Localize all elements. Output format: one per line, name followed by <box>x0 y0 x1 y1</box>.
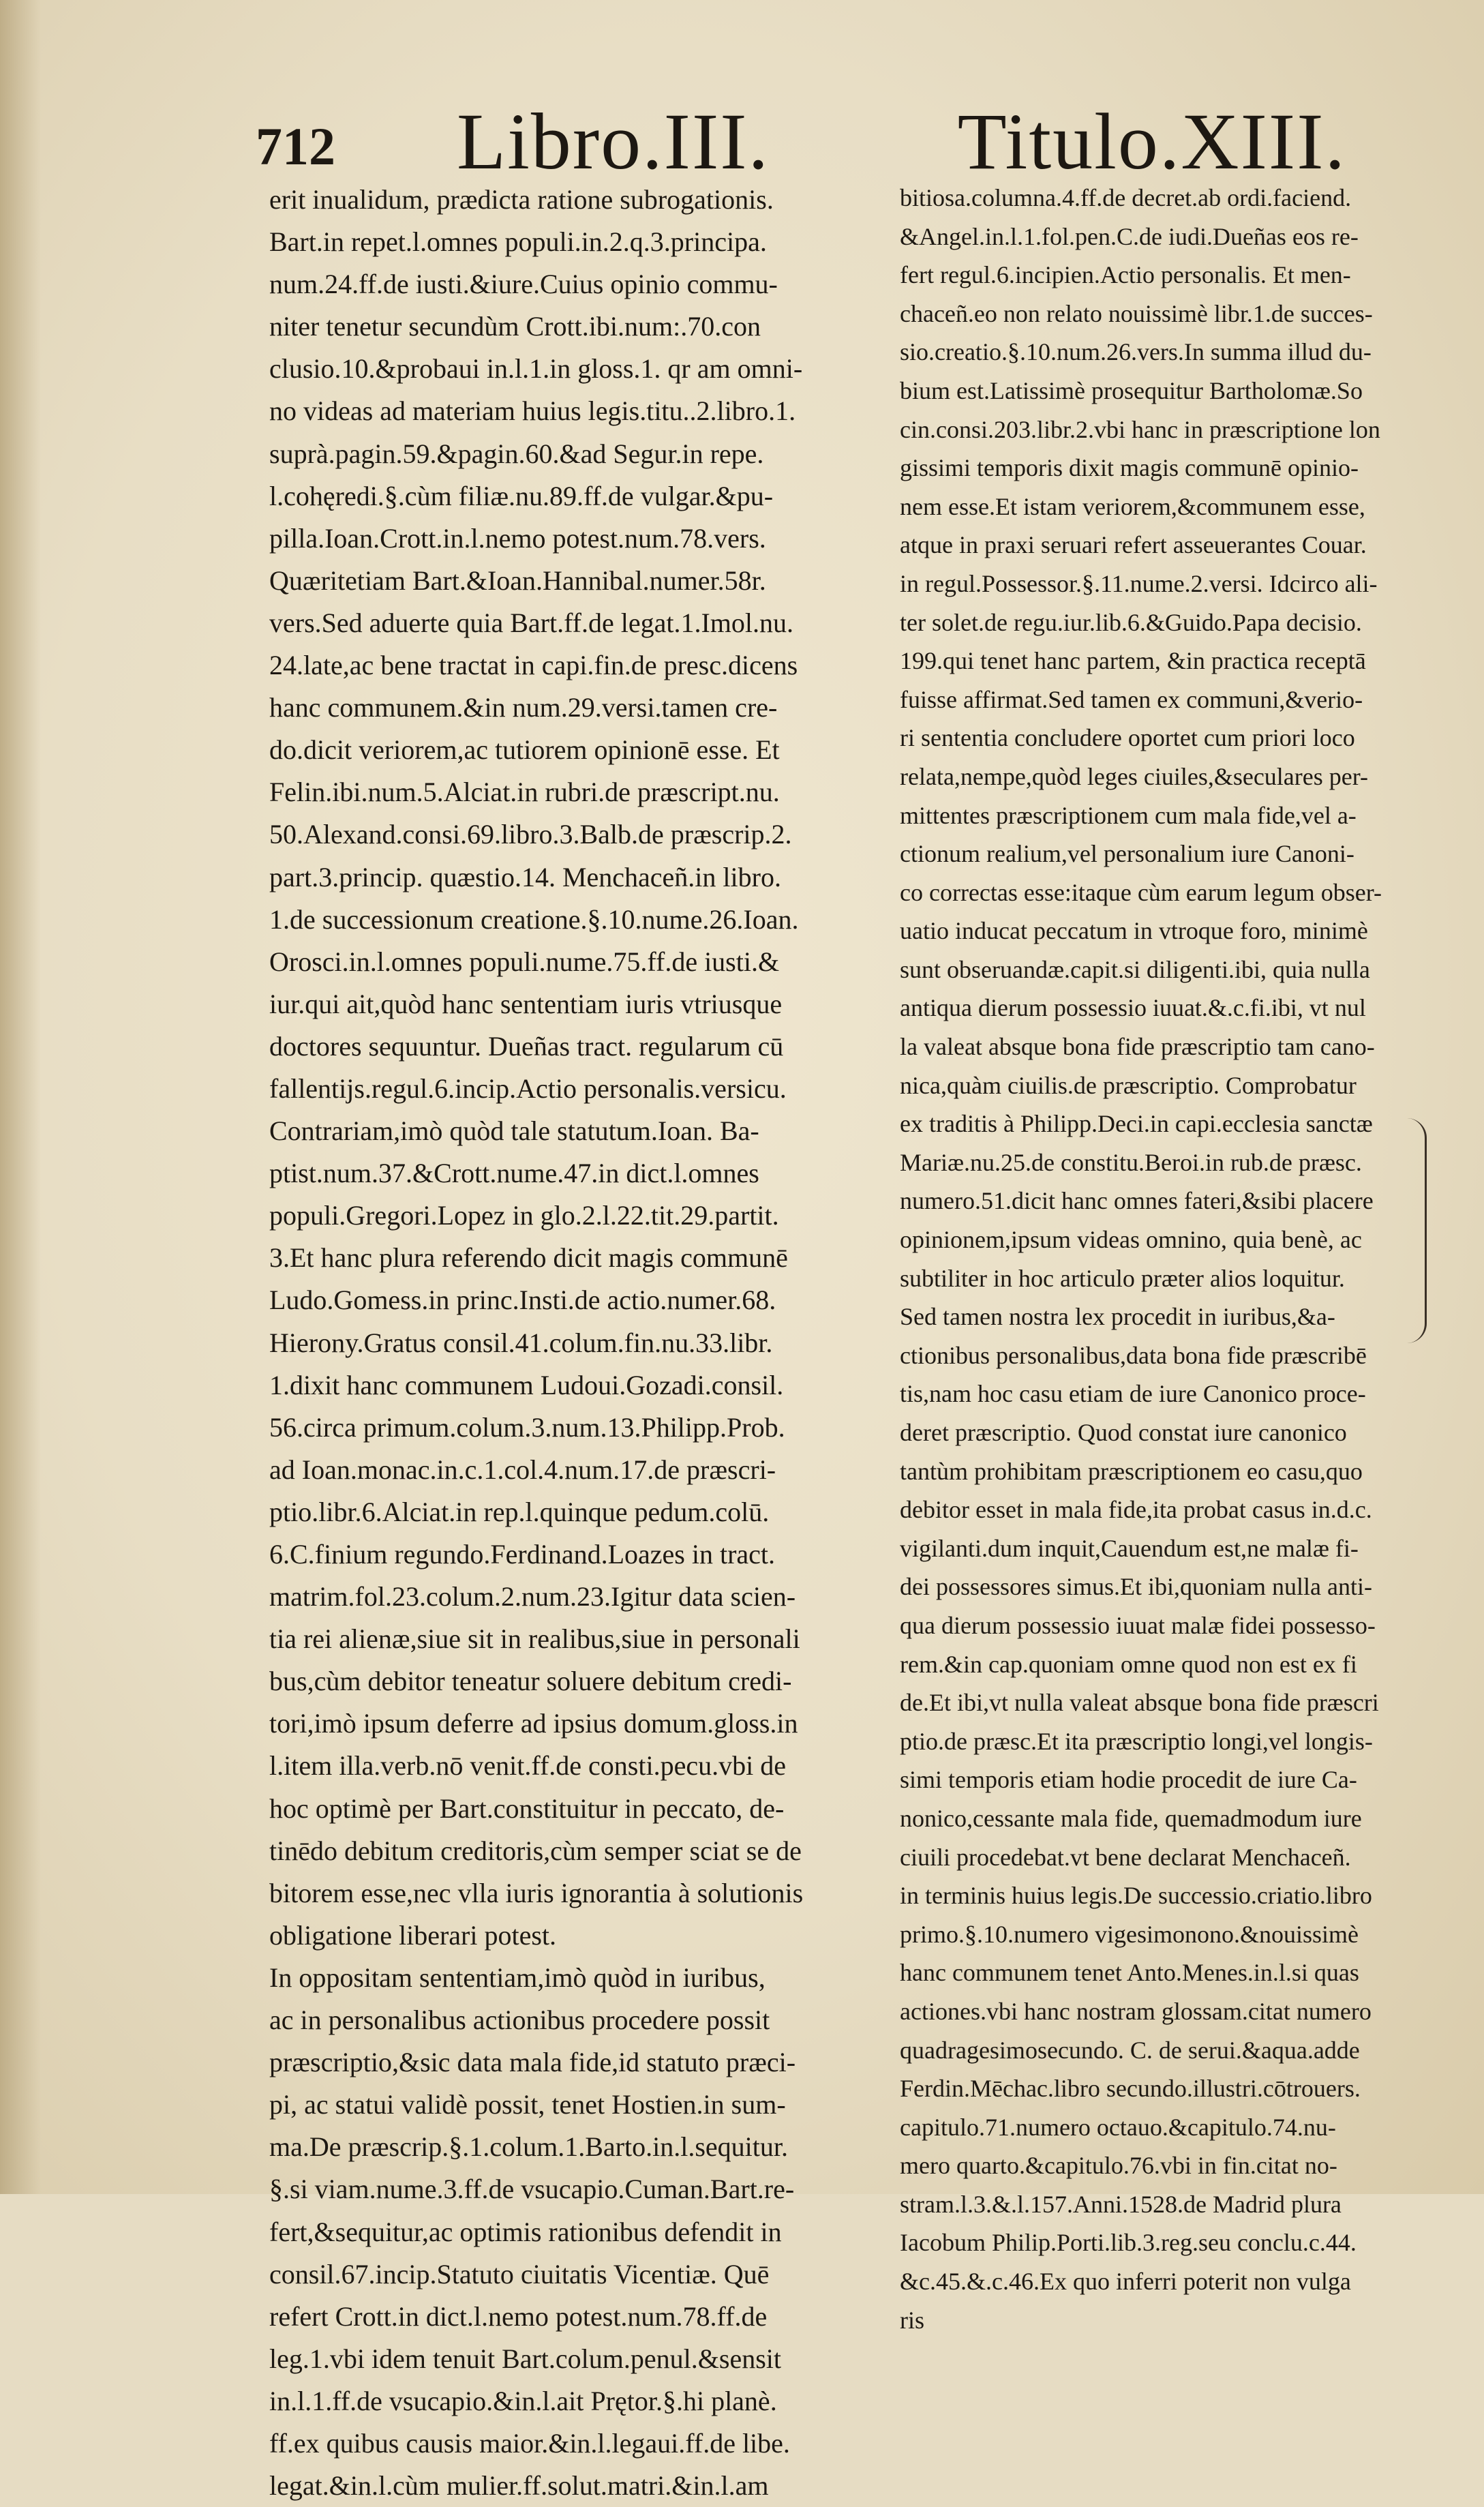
text-line: quadragesimosecundo. C. de serui.&aqua.adde <box>900 2036 1360 2064</box>
text-line: tinēdo debitum creditoris,cùm semper sciat se de <box>269 1835 802 1866</box>
text-line: chaceñ.eo non relato nouissimè libr.1.de succes- <box>900 299 1373 327</box>
text-line: refert Crott.in dict.l.nemo potest.num.78.ff.de <box>269 2300 768 2332</box>
text-line: fert regul.6.incipien.Actio personalis. Et men- <box>900 261 1351 289</box>
text-line: ter solet.de regu.iur.lib.6.&Guido.Papa decisio. <box>900 608 1362 636</box>
text-line: 6.C.finium regundo.Ferdinand.Loazes in tract. <box>269 1539 776 1570</box>
text-line: ptio.libr.6.Alciat.in rep.l.quinque pedum.colū. <box>269 1496 770 1527</box>
left-text-column <box>269 179 869 2507</box>
text-line: &Angel.in.l.1.fol.pen.C.de iudi.Dueñas eos re- <box>900 222 1359 250</box>
text-line: mittentes præscriptionem cum mala fide,vel a- <box>900 801 1357 829</box>
text-line: fallentijs.regul.6.incip.Actio personalis.versicu. <box>269 1072 787 1104</box>
text-line: 199.qui tenet hanc partem, &in practica receptā <box>900 647 1366 675</box>
text-line: Contrariam,imò quòd tale statutum.Ioan. Ba- <box>269 1115 759 1147</box>
text-line: fuisse affirmat.Sed tamen ex communi,&verio- <box>900 685 1363 713</box>
text-line: mero quarto.&capitulo.76.vbi in fin.citat no- <box>900 2152 1337 2180</box>
text-line: rem.&in cap.quoniam omne quod non est ex fi <box>900 1650 1357 1678</box>
text-line: capitulo.71.numero octauo.&capitulo.74.nu- <box>900 2113 1336 2141</box>
text-line: ptist.num.37.&Crott.nume.47.in dict.l.omnes <box>269 1158 759 1189</box>
text-line: sunt obseruandæ.capit.si diligenti.ibi, quia nulla <box>900 955 1370 983</box>
text-line: ad Ioan.monac.in.c.1.col.4.num.17.de præscri- <box>269 1454 776 1485</box>
text-line: uatio inducat peccatum in vtroque foro, minimè <box>900 917 1368 945</box>
page-header <box>256 89 1387 186</box>
text-line: de.Et ibi,vt nulla valeat absque bona fide præscri <box>900 1689 1379 1717</box>
text-line: ac in personalibus actionibus procedere possit <box>269 2005 770 2036</box>
text-line: subtiliter in hoc articulo præter alios loquitur. <box>900 1264 1345 1292</box>
text-line: pilla.Ioan.Crott.in.l.nemo potest.num.78.vers. <box>269 522 766 554</box>
text-line: tis,nam hoc casu etiam de iure Canonico proce- <box>900 1380 1366 1408</box>
text-line: in terminis huius legis.De successio.criatio.libro <box>900 1882 1372 1910</box>
text-line: primo.§.10.numero vigesimonono.&nouissimè <box>900 1920 1359 1948</box>
text-line: bitorem esse,nec vlla iuris ignorantia à solutionis <box>269 1877 804 1908</box>
text-line: in.l.1.ff.de vsucapio.&in.l.ait Prętor.§.hi planè. <box>269 2385 777 2416</box>
text-line: tia rei alienæ,siue sit in realibus,siue in personali <box>269 1623 800 1655</box>
text-line: 1.dixit hanc communem Ludoui.Gozadi.consil. <box>269 1369 784 1400</box>
text-line: Mariæ.nu.25.de constitu.Beroi.in rub.de præsc. <box>900 1148 1362 1176</box>
text-line: Ferdin.Mēchac.libro secundo.illustri.cōtrouers. <box>900 2075 1361 2103</box>
text-line: vigilanti.dum inquit,Cauendum est,ne malæ fi- <box>900 1534 1359 1562</box>
text-line: Hierony.Gratus consil.41.colum.fin.nu.33.libr. <box>269 1327 773 1358</box>
text-line: nica,quàm ciuilis.de præscriptio. Comprobatur <box>900 1071 1357 1099</box>
text-line: Orosci.in.l.omnes populi.nume.75.ff.de iusti.& <box>269 946 780 977</box>
text-line: hanc communem tenet Anto.Menes.in.l.si quas <box>900 1959 1359 1987</box>
folio-number: 712 <box>256 117 335 176</box>
text-line: part.3.princip. quæstio.14. Menchaceñ.in libro. <box>269 861 781 892</box>
text-line: ptio.de præsc.Et ita præscriptio longi,vel longis- <box>900 1727 1373 1755</box>
text-line: sio.creatio.§.10.num.26.vers.In summa illud du- <box>900 338 1372 366</box>
text-line: qua dierum possessio iuuat malæ fidei possesso- <box>900 1611 1376 1639</box>
text-line: bitiosa.columna.4.ff.de decret.ab ordi.faciend. <box>900 184 1352 211</box>
text-line: deret præscriptio. Quod constat iure canonico <box>900 1419 1347 1446</box>
text-line: tantùm prohibitam præscriptionem eo casu,quo <box>900 1457 1363 1485</box>
text-line: iur.qui ait,quòd hanc sententiam iuris vtriusque <box>269 988 783 1019</box>
text-line: pi, ac statui validè possit, tenet Hostien.in sum- <box>269 2089 786 2120</box>
text-line: hoc optimè per Bart.constituitur in peccato, de- <box>269 1792 785 1824</box>
text-line: præscriptio,&sic data mala fide,id statuto præci- <box>269 2047 796 2078</box>
text-line: dei possessores simus.Et ibi,quoniam nulla anti- <box>900 1573 1372 1601</box>
text-line: leg.1.vbi idem tenuit Bart.colum.penul.&sensit <box>269 2343 781 2374</box>
text-line: 50.Alexand.consi.69.libro.3.Balb.de præscrip.2. <box>269 819 792 850</box>
text-line: Sed tamen nostra lex procedit in iuribus,&a- <box>900 1303 1335 1331</box>
text-line: opinionem,ipsum videas omnino, quia benè, ac <box>900 1226 1362 1254</box>
text-line: nonico,cessante mala fide, quemadmodum iure <box>900 1804 1362 1832</box>
text-line: cin.consi.203.libr.2.vbi hanc in præscriptione lon <box>900 415 1380 443</box>
text-line: populi.Gregori.Lopez in glo.2.l.22.tit.29.partit. <box>269 1200 779 1231</box>
text-line: co correctas esse:itaque cùm earum legum obser- <box>900 878 1382 906</box>
running-title-book: Libro.III. <box>457 97 770 186</box>
text-line: 56.circa primum.colum.3.num.13.Philipp.Prob. <box>269 1411 785 1443</box>
text-line: ctionibus personalibus,data bona fide præscribē <box>900 1341 1367 1369</box>
text-line: ctionum realium,vel personalium iure Canoni- <box>900 840 1354 868</box>
text-line: gissimi temporis dixit magis communē opinio- <box>900 454 1359 482</box>
text-line: Ludo.Gomess.in princ.Insti.de actio.numer.68. <box>269 1285 776 1316</box>
right-text-column <box>900 179 1432 2339</box>
text-line: suprà.pagin.59.&pagin.60.&ad Segur.in repe. <box>269 438 764 469</box>
text-line: la valeat absque bona fide præscriptio tam cano- <box>900 1033 1375 1061</box>
text-line: 1.de successionum creatione.§.10.nume.26.Ioan. <box>269 903 799 935</box>
text-line: ris <box>900 2306 924 2334</box>
text-line: §.si viam.nume.3.ff.de vsucapio.Cuman.Bart.re- <box>269 2174 795 2205</box>
text-line: no videas ad materiam huius legis.titu..2.libro.1. <box>269 395 796 427</box>
text-line: Bart.in repet.l.omnes populi.in.2.q.3.principa. <box>269 226 767 258</box>
text-line: In oppositam sententiam,imò quòd in iuribus, <box>269 1962 766 1993</box>
text-line: ex traditis à Philipp.Deci.in capi.ecclesia sanctæ <box>900 1110 1373 1138</box>
text-line: tori,imò ipsum deferre ad ipsius domum.gloss.in <box>269 1708 798 1739</box>
text-line: l.item illa.verb.nō venit.ff.de consti.pecu.vbi de <box>269 1750 786 1782</box>
text-line: erit inualidum, prædicta ratione subrogationis. <box>269 184 774 215</box>
margin-bracket <box>1407 1118 1427 1343</box>
text-line: l.cohęredi.§.cùm filiæ.nu.89.ff.de vulgar.&pu- <box>269 480 774 511</box>
text-line: antiqua dierum possessio iuuat.&.c.fi.ibi, vt nul <box>900 994 1366 1022</box>
text-line: bium est.Latissimè prosequitur Bartholomæ.So <box>900 376 1363 404</box>
text-line: Felin.ibi.num.5.Alciat.in rubri.de præscript.nu. <box>269 777 780 808</box>
text-line: stram.l.3.&.l.157.Anni.1528.de Madrid plura <box>900 2190 1342 2218</box>
text-line: debitor esset in mala fide,ita probat casus in.d.c. <box>900 1496 1372 1524</box>
text-line: actiones.vbi hanc nostram glossam.citat numero <box>900 1997 1372 2025</box>
text-line: &c.45.&.c.46.Ex quo inferri poterit non vulga <box>900 2268 1351 2296</box>
text-line: do.dicit veriorem,ac tutiorem opinionē esse. Et <box>269 734 780 766</box>
text-line: legat.&in.l.cùm mulier.ff.solut.matri.&in.l.am <box>269 2470 769 2502</box>
text-line: doctores sequuntur. Dueñas tract. regularum cū <box>269 1030 784 1062</box>
text-line: ri sententia concludere oportet cum priori loco <box>900 724 1355 752</box>
text-line: 3.Et hanc plura referendo dicit magis communē <box>269 1242 788 1274</box>
text-line: in regul.Possessor.§.11.nume.2.versi. Idcirco ali- <box>900 569 1378 597</box>
running-title-section: Titulo.XIII. <box>957 97 1346 186</box>
text-line: fert,&sequitur,ac optimis rationibus defendit in <box>269 2216 782 2247</box>
text-line: numero.51.dicit hanc omnes fateri,&sibi placere <box>900 1187 1374 1215</box>
text-line: atque in praxi seruari refert asseuerantes Couar. <box>900 531 1367 559</box>
text-line: hanc communem.&in num.29.versi.tamen cre- <box>269 692 778 723</box>
text-line: simi temporis etiam hodie procedit de iure Ca- <box>900 1766 1357 1794</box>
text-line: vers.Sed aduerte quia Bart.ff.de legat.1.Imol.nu. <box>269 607 794 638</box>
gutter-shadow <box>0 0 41 2194</box>
text-line: Iacobum Philip.Porti.lib.3.reg.seu conclu.c.44. <box>900 2229 1357 2257</box>
text-line: niter tenetur secundùm Crott.ibi.num:.70.con <box>269 311 761 342</box>
text-line: obligatione liberari potest. <box>269 1919 556 1951</box>
text-line: Quæritetiam Bart.&Ioan.Hannibal.numer.58r. <box>269 565 766 596</box>
text-line: ma.De præscrip.§.1.colum.1.Barto.in.l.sequitur. <box>269 2131 788 2163</box>
text-line: num.24.ff.de iusti.&iure.Cuius opinio commu- <box>269 269 778 300</box>
text-line: bus,cùm debitor teneatur soluere debitum credi- <box>269 1666 792 1697</box>
text-line: matrim.fol.23.colum.2.num.23.Igitur data scien- <box>269 1581 796 1612</box>
text-line: relata,nempe,quòd leges ciuiles,&seculares per- <box>900 762 1368 790</box>
text-line: nem esse.Et istam veriorem,&communem esse, <box>900 492 1365 520</box>
text-line: ff.ex quibus causis maior.&in.l.legaui.ff.de libe. <box>269 2427 790 2459</box>
text-line: 24.late,ac bene tractat in capi.fin.de presc.dicens <box>269 650 798 681</box>
text-line: clusio.10.&probaui in.l.1.in gloss.1. qr am omni- <box>269 353 803 385</box>
text-line: consil.67.incip.Statuto ciuitatis Vicentiæ. Quē <box>269 2258 770 2290</box>
text-line: ciuili procedebat.vt bene declarat Menchaceñ. <box>900 1843 1351 1871</box>
